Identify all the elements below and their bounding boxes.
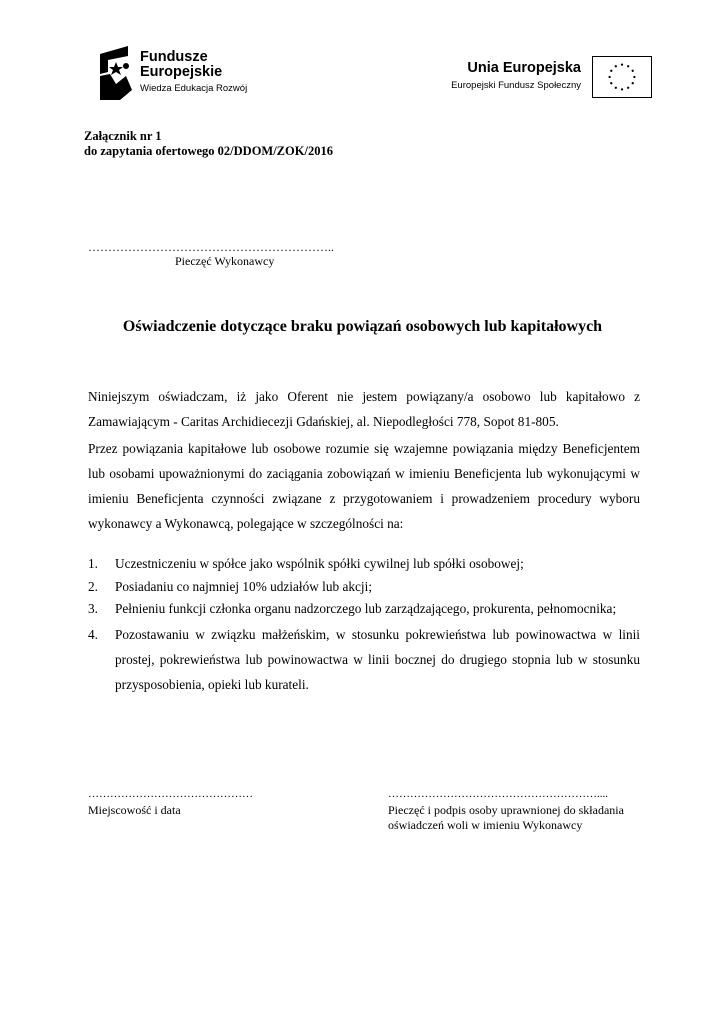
eu-flag-star bbox=[610, 70, 612, 72]
eu-flag-star bbox=[633, 76, 635, 78]
list-item bbox=[88, 553, 640, 576]
fe-logo-subtitle: Wiedza Edukacja Rozwój bbox=[140, 83, 248, 94]
signature-label-line1: Pieczęć i podpis osoby uprawnionej do składania bbox=[388, 803, 624, 817]
list-item-number: 3. bbox=[88, 601, 98, 616]
eu-flag-star bbox=[608, 76, 610, 78]
document-title: Oświadczenie dotyczące braku powiązań osobowych lub kapitałowych bbox=[122, 318, 603, 335]
list-item-text: Uczestniczeniu w spółce jako wspólnik spółki cywilnej lub spółki osobowej; bbox=[115, 556, 524, 571]
attachment-line1: Załącznik nr 1 bbox=[84, 129, 162, 143]
list-item-number: 4. bbox=[88, 626, 98, 642]
signature-label-line2: oświadczeń woli w imieniu Wykonawcy bbox=[388, 818, 583, 832]
attachment-line2: do zapytania ofertowego 02/DDOM/ZOK/2016 bbox=[84, 144, 333, 158]
place-date-label: Miejscowość i data bbox=[88, 803, 181, 817]
eu-flag-star bbox=[615, 65, 617, 67]
signature-label bbox=[388, 803, 648, 833]
ue-logo-subtitle: Europejski Fundusz Społeczny bbox=[451, 80, 581, 91]
fe-logo-line2: Europejskie bbox=[140, 64, 223, 80]
relations-list bbox=[88, 553, 640, 697]
unia-europejska-logo bbox=[446, 56, 656, 100]
fundusze-europejskie-logo bbox=[96, 44, 276, 104]
place-date-dots: ……………………………………… bbox=[88, 788, 253, 800]
eu-flag-star bbox=[621, 63, 623, 65]
eu-flag-star bbox=[615, 87, 617, 89]
list-item-text: Posiadaniu co najmniej 10% udziałów lub akcji; bbox=[115, 578, 373, 594]
eu-flag-icon bbox=[592, 56, 652, 98]
attachment-reference bbox=[84, 129, 333, 159]
eu-flag-star bbox=[632, 70, 634, 72]
eu-flag-star bbox=[627, 87, 629, 89]
paragraph-declaration: Niniejszym oświadczam, iż jako Oferent nie jestem powiązany/a osobowo lub kapitałowo z Zamawiającym - Caritas Archidiecezji Gdańskiej, al. Niepodległości 778, Sopot 81-805. bbox=[88, 389, 640, 429]
fe-logo-mark-icon bbox=[96, 46, 136, 100]
fe-logo-line1: Fundusze bbox=[140, 49, 208, 65]
list-item bbox=[88, 576, 640, 599]
eu-flag-star bbox=[627, 65, 629, 67]
paragraph-definition: Przez powiązania kapitałowe lub osobowe rozumie się wzajemne powiązania między Beneficjentem lub osobami upoważnionymi do zaciągania zobowiązań w imieniu Beneficjenta lub wykonującymi w imieniu Beneficjenta czynności związane z przygotowaniem i prowadzeniem procedury wyboru wykonawcy a Wykonawcą, polegające w szczególności na: bbox=[88, 441, 640, 531]
ue-logo-title: Unia Europejska bbox=[467, 60, 581, 76]
eu-flag-star bbox=[621, 88, 623, 90]
list-item-number: 1. bbox=[88, 556, 98, 571]
eu-flag-star bbox=[632, 82, 634, 84]
stamp-label: Pieczęć Wykonawcy bbox=[175, 254, 275, 268]
signature-dots: ………………………………………………….... bbox=[388, 788, 608, 800]
stamp-placeholder-dots: …………………………………………………….. bbox=[88, 240, 334, 254]
list-item-text: Pozostawaniu w związku małżeńskim, w stosunku pokrewieństwa lub powinowactwa w linii prostej, pokrewieństwa lub powinowactwa w linii bocznej do drugiego stopnia lub w stosunku przysposobienia, opieki lub kurateli. bbox=[115, 626, 640, 692]
list-item-number: 2. bbox=[88, 578, 98, 594]
eu-flag-star bbox=[610, 82, 612, 84]
list-item bbox=[88, 622, 640, 697]
list-item bbox=[88, 598, 640, 621]
list-item-text: Pełnieniu funkcji członka organu nadzorczego lub zarządzającego, prokurenta, pełnomocnika; bbox=[115, 601, 617, 616]
